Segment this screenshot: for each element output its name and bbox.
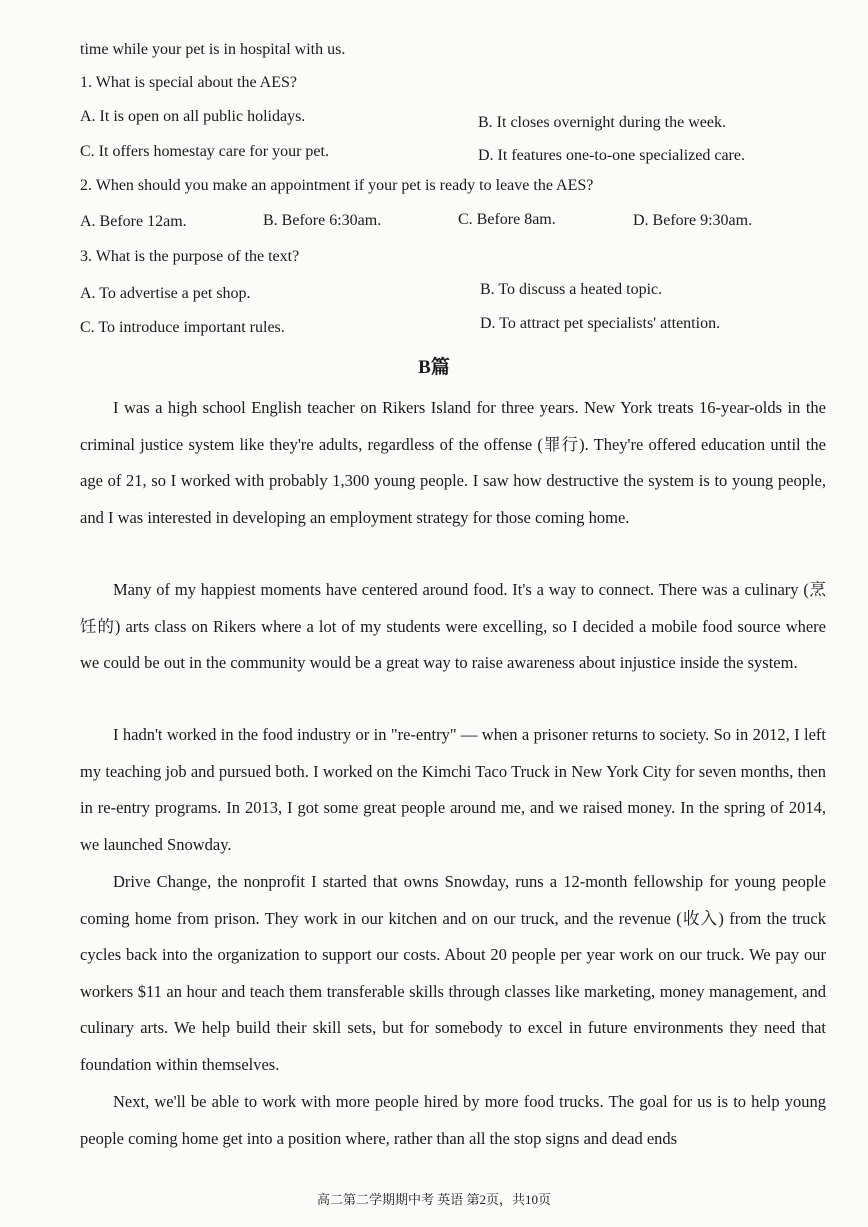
- question-3-option-b[interactable]: B. To discuss a heated topic.: [480, 281, 663, 298]
- intro-tail-text: time while your pet is in hospital with us.: [80, 41, 346, 58]
- question-1-option-c[interactable]: C. It offers homestay care for your pet.: [80, 143, 329, 160]
- question-1-stem: 1. What is special about the AES?: [80, 74, 297, 91]
- question-2-option-b[interactable]: B. Before 6:30am.: [263, 212, 382, 229]
- question-2-option-c[interactable]: C. Before 8am.: [458, 211, 556, 228]
- question-1-option-a[interactable]: A. It is open on all public holidays.: [80, 108, 306, 125]
- question-2-option-a[interactable]: A. Before 12am.: [80, 213, 187, 230]
- passage-paragraph-3: I hadn't worked in the food industry or in "re-entry" — when a prisoner returns to society. So in 2012, I left my teaching job and pursued both. I worked on the Kimchi Taco Truck in New York City for seven months, then in re-entry programs. In 2013, I got some great people around me, and we raised money. In the spring of 2014, we launched Snowday.: [80, 725, 826, 854]
- question-3-option-a[interactable]: A. To advertise a pet shop.: [80, 285, 251, 302]
- question-3-option-d[interactable]: D. To attract pet specialists' attention.: [480, 315, 721, 332]
- passage-paragraph-1: I was a high school English teacher on Rikers Island for three years. New York treats 16-year-olds in the criminal justice system like they're adults, regardless of the offense (罪行). They're offered education until the age of 21, so I worked with probably 1,300 young people. I saw how destructive the system is to young people, and I was interested in developing an employment strategy for those coming home.: [80, 398, 826, 527]
- question-3-stem: 3. What is the purpose of the text?: [80, 248, 300, 265]
- passage-paragraph-2: Many of my happiest moments have centered around food. It's a way to connect. There was a culinary (烹饪的) arts class on Rikers where a lot of my students were excelling, so I decided a mobile food source where we could be out in the community would be a great way to raise awareness about injustice inside the system.: [80, 580, 826, 673]
- question-2-option-d[interactable]: D. Before 9:30am.: [633, 212, 753, 229]
- question-1-option-b[interactable]: B. It closes overnight during the week.: [478, 114, 726, 131]
- question-2-stem: 2. When should you make an appointment if your pet is ready to leave the AES?: [80, 177, 594, 194]
- passage-paragraph-4: Drive Change, the nonprofit I started that owns Snowday, runs a 12-month fellowship for young people coming home from prison. They work in our kitchen and on our truck, and the revenue (收入) from the truck cycles back into the organization to support our costs. About 20 people per year work on our truck. We pay our workers $11 an hour and teach them transferable skills through classes like marketing, money management, and culinary arts. We help build their skill sets, but for somebody to excel in future environments they need that foundation within themselves.: [80, 872, 826, 1074]
- section-title: B篇: [418, 357, 450, 378]
- passage-paragraph-5: Next, we'll be able to work with more people hired by more food trucks. The goal for us is to help young people coming home get into a position where, rather than all the stop signs and dead ends: [80, 1092, 826, 1148]
- question-3-option-c[interactable]: C. To introduce important rules.: [80, 319, 285, 336]
- question-1-option-d[interactable]: D. It features one-to-one specialized care.: [478, 147, 745, 164]
- page-footer: 高二第二学期期中考 英语 第2页，共10页: [316, 1192, 551, 1207]
